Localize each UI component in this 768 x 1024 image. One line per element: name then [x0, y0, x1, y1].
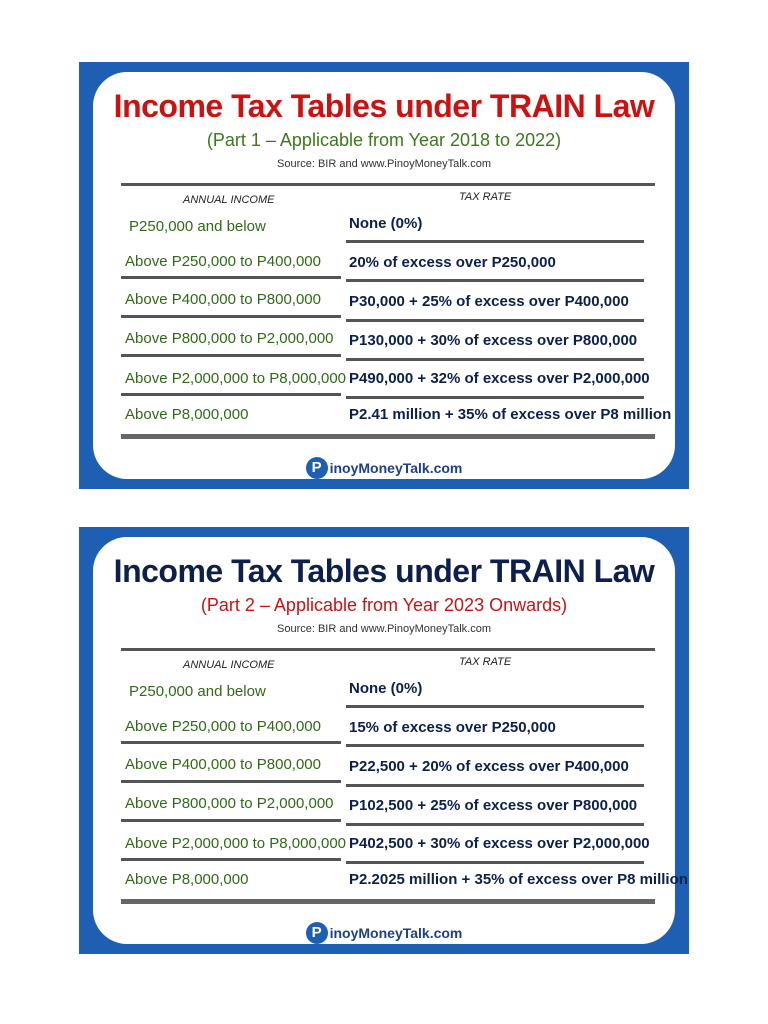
income-bracket: Above P2,000,000 to P8,000,000	[125, 835, 347, 852]
tax-rate: 20% of excess over P250,000	[349, 254, 556, 271]
income-bracket: P250,000 and below	[129, 218, 266, 235]
logo-p-icon: P	[306, 922, 328, 944]
row-divider	[346, 319, 644, 322]
tax-table-part1-panel	[79, 62, 689, 489]
row-divider	[121, 819, 341, 822]
row-divider	[346, 784, 644, 787]
row-divider	[346, 396, 644, 399]
tax-rate: P22,500 + 20% of excess over P400,000	[349, 758, 629, 775]
row-divider	[346, 744, 644, 747]
pinoymoneytalk-logo	[306, 922, 463, 944]
logo-p-icon: P	[306, 457, 328, 479]
tax-rate: P102,500 + 25% of excess over P800,000	[349, 797, 638, 814]
table-subtitle: (Part 1 – Applicable from Year 2018 to 2022)	[206, 130, 562, 150]
tax-rate: P130,000 + 30% of excess over P800,000	[349, 332, 638, 349]
income-bracket: Above P800,000 to P2,000,000	[125, 795, 334, 812]
tax-rate: None (0%)	[349, 215, 423, 232]
tax-table-card	[93, 72, 675, 479]
row-divider	[121, 276, 341, 279]
row-divider	[121, 858, 341, 861]
row-divider	[121, 315, 341, 318]
row-divider	[346, 705, 644, 708]
tax-rate: P30,000 + 25% of excess over P400,000	[349, 293, 629, 310]
income-bracket: Above P250,000 to P400,000	[125, 718, 321, 735]
income-bracket: Above P400,000 to P800,000	[125, 756, 321, 773]
brand-footer	[93, 457, 675, 479]
income-bracket: Above P250,000 to P400,000	[125, 253, 321, 270]
header-rule	[121, 183, 655, 186]
column-header-income: ANNUAL INCOME	[183, 194, 275, 206]
row-divider	[346, 861, 644, 864]
row-divider	[346, 823, 644, 826]
column-header-rate: TAX RATE	[459, 191, 512, 203]
pinoymoneytalk-logo	[306, 457, 463, 479]
tax-table-part2-panel	[79, 527, 689, 954]
column-header-rate: TAX RATE	[459, 656, 512, 668]
column-header-income: ANNUAL INCOME	[183, 659, 275, 671]
logo-text: inoyMoneyTalk.com	[329, 460, 463, 476]
row-divider	[121, 741, 341, 744]
income-bracket: P250,000 and below	[129, 683, 266, 700]
tax-rate: None (0%)	[349, 680, 423, 697]
tax-rate: P2.2025 million + 35% of excess over P8 million	[349, 871, 688, 888]
tax-table-card	[93, 537, 688, 944]
income-bracket: Above P8,000,000	[125, 871, 249, 888]
source-note: Source: BIR and www.PinoyMoneyTalk.com	[277, 158, 491, 170]
tax-rate: P490,000 + 32% of excess over P2,000,000	[349, 370, 650, 387]
income-bracket: Above P8,000,000	[125, 406, 249, 423]
tax-rate: P402,500 + 30% of excess over P2,000,000	[349, 835, 650, 852]
tax-rate: P2.41 million + 35% of excess over P8 million	[349, 406, 672, 423]
income-bracket: Above P800,000 to P2,000,000	[125, 330, 334, 347]
logo-text: inoyMoneyTalk.com	[329, 925, 463, 941]
tax-rate: 15% of excess over P250,000	[349, 719, 556, 736]
row-divider	[121, 354, 341, 357]
income-bracket: Above P400,000 to P800,000	[125, 291, 321, 308]
row-divider	[346, 240, 644, 243]
brand-footer	[93, 922, 675, 944]
footer-rule	[121, 899, 655, 904]
table-subtitle: (Part 2 – Applicable from Year 2023 Onwards)	[200, 595, 568, 615]
row-divider	[121, 393, 341, 396]
source-note: Source: BIR and www.PinoyMoneyTalk.com	[277, 623, 491, 635]
row-divider	[346, 358, 644, 361]
table-title: Income Tax Tables under TRAIN Law	[113, 553, 655, 589]
row-divider	[346, 279, 644, 282]
header-rule	[121, 648, 655, 651]
row-divider	[121, 780, 341, 783]
table-title: Income Tax Tables under TRAIN Law	[113, 88, 655, 124]
footer-rule	[121, 434, 655, 439]
income-bracket: Above P2,000,000 to P8,000,000	[125, 370, 347, 387]
